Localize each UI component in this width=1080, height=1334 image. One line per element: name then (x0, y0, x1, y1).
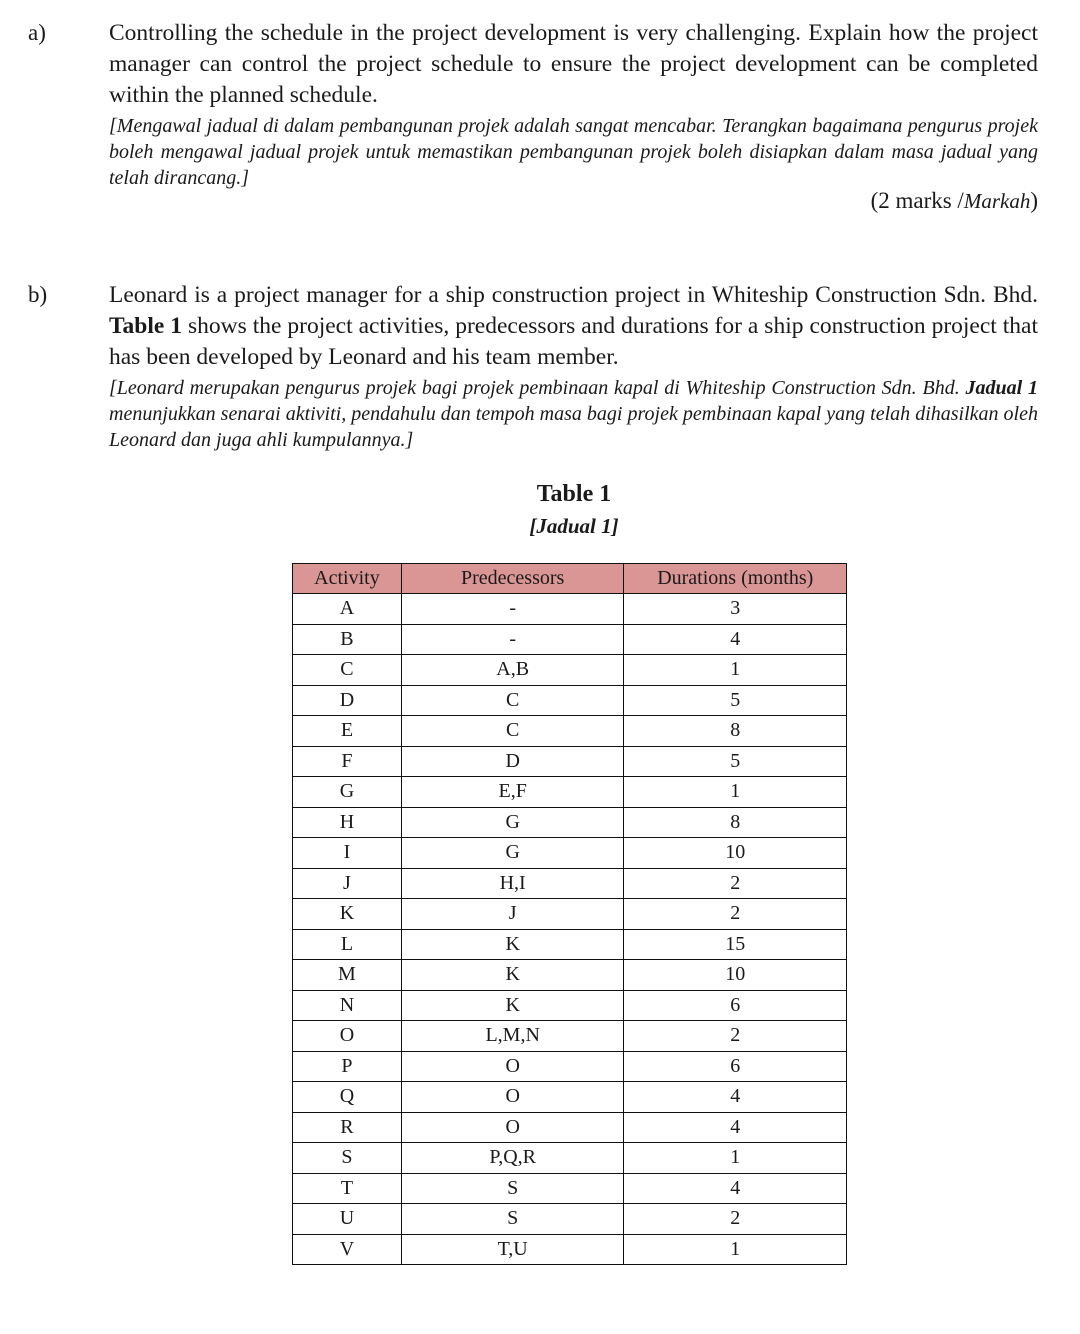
question-b-part2: shows the project activities, predecessors and durations for a ship construction project that has been developed by Leonard and his team member. (109, 313, 1039, 370)
cell-predecessors: L,M,N (401, 1021, 624, 1052)
table-row (293, 594, 847, 625)
cell-predecessors: S (401, 1204, 624, 1235)
table-row (293, 990, 847, 1021)
cell-duration: 2 (624, 1021, 847, 1052)
translation-b-bold: Jadual 1 (965, 377, 1038, 399)
table-body (293, 594, 847, 1265)
cell-predecessors: - (401, 594, 624, 625)
cell-predecessors: P,Q,R (401, 1143, 624, 1174)
cell-duration: 4 (624, 1112, 847, 1143)
marks-prefix: (2 marks / (870, 188, 964, 213)
question-b (109, 280, 1038, 453)
cell-duration: 8 (624, 807, 847, 838)
cell-activity: F (293, 746, 402, 777)
cell-activity: E (293, 716, 402, 747)
cell-duration: 4 (624, 1173, 847, 1204)
table-row (293, 807, 847, 838)
question-b-text (109, 280, 1038, 373)
cell-duration: 2 (624, 868, 847, 899)
cell-activity: R (293, 1112, 402, 1143)
cell-duration: 4 (624, 1082, 847, 1113)
cell-predecessors: - (401, 624, 624, 655)
question-a-text: Controlling the schedule in the project development is very challenging. Explain how the project manager can control the project schedule to ensure the project development can be completed within the planned schedule. (109, 20, 1038, 108)
marks-italic: Markah (963, 189, 1031, 213)
cell-duration: 6 (624, 990, 847, 1021)
question-b-part1: Leonard is a project manager for a ship construction project in Whiteship Construction Sdn. Bhd. (109, 282, 1038, 308)
table-subtitle: [Jadual 1] (529, 514, 619, 538)
cell-activity: U (293, 1204, 402, 1235)
cell-duration: 1 (624, 777, 847, 808)
table-row (293, 899, 847, 930)
cell-activity: P (293, 1051, 402, 1082)
cell-activity: V (293, 1234, 402, 1265)
cell-activity: O (293, 1021, 402, 1052)
cell-duration: 1 (624, 1143, 847, 1174)
cell-duration: 2 (624, 899, 847, 930)
cell-predecessors: S (401, 1173, 624, 1204)
table-row (293, 685, 847, 716)
cell-predecessors: C (401, 685, 624, 716)
cell-activity: D (293, 685, 402, 716)
question-b-bold: Table 1 (109, 313, 183, 339)
cell-duration: 8 (624, 716, 847, 747)
question-a-label: a) (28, 20, 46, 45)
cell-predecessors: E,F (401, 777, 624, 808)
cell-predecessors: K (401, 929, 624, 960)
cell-duration: 4 (624, 624, 847, 655)
marks-suffix: ) (1030, 188, 1038, 213)
cell-predecessors: G (401, 838, 624, 869)
table-row (293, 1143, 847, 1174)
cell-predecessors: H,I (401, 868, 624, 899)
translation-b-part2: menunjukkan senarai aktiviti, pendahulu dan tempoh masa bagi projek pembinaan kapal yang telah dihasilkan oleh Leonard dan juga ahli kumpulannya.] (109, 403, 1038, 451)
table-row (293, 1173, 847, 1204)
table-row (293, 1051, 847, 1082)
cell-predecessors: O (401, 1082, 624, 1113)
cell-predecessors: K (401, 990, 624, 1021)
cell-activity: G (293, 777, 402, 808)
table-row (293, 838, 847, 869)
table-row (293, 1234, 847, 1265)
table-row (293, 1112, 847, 1143)
table-row (293, 777, 847, 808)
table-row (293, 868, 847, 899)
cell-predecessors: C (401, 716, 624, 747)
cell-activity: C (293, 655, 402, 686)
header-durations: Durations (months) (624, 564, 847, 594)
cell-activity: K (293, 899, 402, 930)
table-row (293, 746, 847, 777)
table-row (293, 1082, 847, 1113)
translation-b-part1: [Leonard merupakan pengurus projek bagi projek pembinaan kapal di Whiteship Construction Sdn. Bhd. (109, 377, 966, 399)
table-row (293, 1021, 847, 1052)
cell-duration: 2 (624, 1204, 847, 1235)
cell-predecessors: G (401, 807, 624, 838)
question-a-marks (871, 188, 1038, 214)
table-header-row (293, 564, 847, 594)
cell-duration: 6 (624, 1051, 847, 1082)
question-a (109, 18, 1038, 191)
cell-activity: S (293, 1143, 402, 1174)
cell-activity: L (293, 929, 402, 960)
cell-duration: 5 (624, 746, 847, 777)
table-row (293, 716, 847, 747)
header-activity: Activity (293, 564, 402, 594)
cell-activity: I (293, 838, 402, 869)
table-row (293, 960, 847, 991)
table-row (293, 624, 847, 655)
cell-activity: M (293, 960, 402, 991)
cell-predecessors: O (401, 1112, 624, 1143)
question-b-translation (109, 375, 1038, 453)
cell-duration: 1 (624, 1234, 847, 1265)
table-row (293, 655, 847, 686)
cell-duration: 5 (624, 685, 847, 716)
cell-predecessors: K (401, 960, 624, 991)
table-row (293, 929, 847, 960)
cell-activity: J (293, 868, 402, 899)
cell-duration: 3 (624, 594, 847, 625)
cell-activity: B (293, 624, 402, 655)
cell-duration: 15 (624, 929, 847, 960)
cell-predecessors: J (401, 899, 624, 930)
cell-activity: N (293, 990, 402, 1021)
cell-activity: T (293, 1173, 402, 1204)
cell-predecessors: T,U (401, 1234, 624, 1265)
cell-predecessors: O (401, 1051, 624, 1082)
cell-duration: 10 (624, 838, 847, 869)
cell-predecessors: D (401, 746, 624, 777)
question-a-translation: [Mengawal jadual di dalam pembangunan projek adalah sangat mencabar. Terangkan bagaimana pengurus projek boleh mengawal jadual projek untuk memastikan pembangunan projek boleh disiapkan dalam masa jadual yang telah dirancang.] (109, 115, 1038, 189)
cell-activity: H (293, 807, 402, 838)
question-b-label: b) (28, 282, 48, 307)
cell-activity: Q (293, 1082, 402, 1113)
activity-table (292, 563, 847, 1265)
cell-predecessors: A,B (401, 655, 624, 686)
table-row (293, 1204, 847, 1235)
cell-duration: 10 (624, 960, 847, 991)
table-title: Table 1 (536, 481, 612, 507)
cell-activity: A (293, 594, 402, 625)
header-predecessors: Predecessors (401, 564, 624, 594)
cell-duration: 1 (624, 655, 847, 686)
